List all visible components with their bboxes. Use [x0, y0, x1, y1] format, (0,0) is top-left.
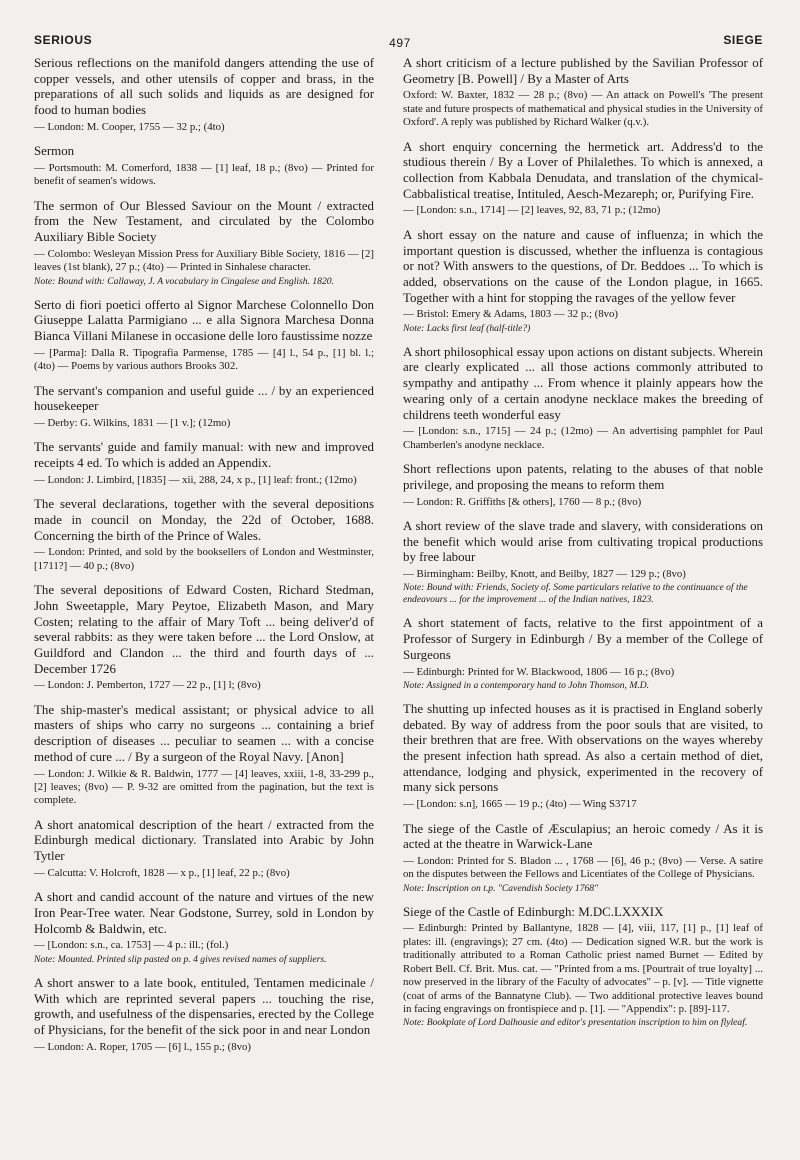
- entry-title: A short anatomical description of the heart / extracted from the Edinburgh medical dictionary. Translated into Arabic by John Tytler: [34, 817, 374, 864]
- entry-imprint: — London: A. Roper, 1705 — [6] l., 155 p.; (8vo): [34, 1040, 251, 1053]
- entry-title: A short criticism of a lecture published by the Savilian Professor of Geometry [B. Powell] / By a Master of Arts: [403, 56, 763, 86]
- entry-title: The several depositions of Edward Costen, Richard Stedman, John Sweetapple, Mary Peytoe, Elizabeth Mason, and Mary Costen; relating to the affair of Mary Toft ... being deliver'd of several rabbits: as they were taken before ... the Lord Onslow, at Guildford and Clandon ... the third and fourth days of ... December 1726: [34, 583, 374, 676]
- entry-note: Note: Bound with: Callaway, J. A vocabulary in Cingalese and English. 1820.: [34, 275, 334, 287]
- entry-imprint: — Birmingham: Beilby, Knott, and Beilby, 1827 — 129 p.; (8vo): [403, 568, 686, 581]
- entry-imprint: — Edinburgh: Printed by Ballantyne, 1828 — [4], viii, 117, [1] p., [1] leaf of plates: ill. (engravings); 27 cm. (4to) — Dedication signed W.R. but the work is traditionally attributed to a Roman Catholic priest named Burnet — Edited by Robert Bell. Cf. Brit. Mus. cat. — "Printed from a ms. [Pourtrait of true loyalty] ... now preserved in the library of the Faculty of advocates" – p. [v]. — Title vignette (coat of arms of the Bannatyne Club). — Two additional protective leaves bound in facing engravings on frontispiece and p. [1]. — "Appendix": p. [89]-117.: [403, 922, 763, 1015]
- entry-title: The ship-master's medical assistant; or physical advice to all masters of ships who carry no surgeons ... containing a brief description of diseases ... peculiar to seamen ... with a concise method of cure ... / By a surgeon of the Royal Navy. [Anon]: [34, 702, 374, 764]
- catalogue-entry: [403, 702, 763, 812]
- entry-imprint: — Portsmouth: M. Comerford, 1838 — [1] leaf, 18 p.; (8vo) — Printed for benefit of seamen's widows.: [34, 161, 374, 188]
- page-number: 497: [389, 36, 411, 50]
- catalogue-entry: [34, 976, 374, 1054]
- entry-title: A short statement of facts, relative to the first appointment of a Professor of Surgery in Edinburgh / By a member of the College of Surgeons: [403, 616, 763, 662]
- entry-title: The several declarations, together with the several depositions made in council on Monday, the 22d of October, 1688. Concerning the birth of the Prince of Wales.: [34, 497, 374, 543]
- catalogue-entry: [403, 56, 763, 130]
- entry-imprint: — London: J. Wilkie & R. Baldwin, 1777 — [4] leaves, xxiii, 1-8, 33-299 p., [2] leaves; (8vo) — P. 9-32 are omitted from the pagination, but the text is complete.: [34, 767, 374, 807]
- entry-imprint: — London: Printed for S. Bladon ... , 1768 — [6], 46 p.; (8vo) — Verse. A satire on the disputes between the Fellows and Licentiates of the College of Physicians.: [403, 854, 763, 881]
- entry-title: The servants' guide and family manual: with new and improved receipts 4 ed. To which is added an Appendix.: [34, 440, 374, 471]
- entry-title: A short enquiry concerning the hermetick art. Address'd to the studious therein / By a Lover of Philalethes. To which is annexed, a collection from Kabbala Denudata, and translation of the chymical-Cabbalistical treatise, Intituled, Aesch-Mezareph; or, Purifying Fire.: [403, 139, 763, 201]
- catalogue-entry: [34, 583, 374, 693]
- left-column: [34, 56, 374, 1054]
- entry-imprint: — Derby: G. Wilkins, 1831 — [1 v.]; (12mo): [34, 416, 231, 429]
- entry-note: Note: Lacks first leaf (half-title?): [403, 322, 531, 334]
- catalogue-entry: [34, 384, 374, 431]
- catalogue-entry: [34, 890, 374, 966]
- entry-title: A short philosophical essay upon actions on distant subjects. Wherein are clearly explicated ... all those actions commonly attributed to sympathy and antipathy ... From whence it plainly appears how the wearing only of a certain anodyne necklace makes the breeding of childrens teeth wonderful easy: [403, 344, 763, 422]
- catalogue-entry: [34, 703, 374, 808]
- right-column: [403, 56, 763, 1029]
- entry-imprint: — London: M. Cooper, 1755 — 32 p.; (4to): [34, 120, 225, 133]
- running-head-left: SERIOUS: [34, 33, 93, 47]
- catalogue-entry: [34, 144, 374, 189]
- entry-note: Note: Mounted. Printed slip pasted on p. 4 gives revised names of suppliers.: [34, 953, 327, 965]
- entry-title: The shutting up infected houses as it is practised in England soberly debated. By way of address from the poor souls that are visited, to their brethren that are free. With observations on the wayes whereby the present infection hath spread. As also a certain method of diet, attendance, lodging and physick, experimented in the recovery of many sick persons: [403, 701, 763, 795]
- entry-title: The sermon of Our Blessed Saviour on the Mount / extracted from the New Testament, and circulated by the Colombo Auxiliary Bible Society: [34, 198, 374, 245]
- catalogue-entry: [34, 56, 374, 134]
- entry-imprint: Oxford: W. Baxter, 1832 — 28 p.; (8vo) — An attack on Powell's 'The present state and future prospects of mathematical and physical studies in the University of Oxford'. A reply was published by Richard Walker (q.v.).: [403, 89, 763, 129]
- entry-imprint: — London: Printed, and sold by the booksellers of London and Westminster, [1711?] — 40 p.; (8vo): [34, 546, 374, 572]
- catalogue-entry: [403, 462, 763, 509]
- catalogue-entry: [403, 519, 763, 607]
- catalogue-entry: [34, 298, 374, 374]
- entry-imprint: — [London: s.n., 1714] — [2] leaves, 92, 83, 71 p.; (12mo): [403, 204, 661, 217]
- catalogue-entry: [403, 228, 763, 335]
- entry-title: A short essay on the nature and cause of influenza; in which the important question is discussed, whether the influenza is contagious or not? With answers to the questions, of Dr. Beddoes ... To which is added, observations on the cause of the London plague, in 1665. Together with a hint for stopping the ravages of the yellow fever: [403, 227, 763, 305]
- entry-imprint: — Calcutta: V. Holcroft, 1828 — x p., [1] leaf, 22 p.; (8vo): [34, 866, 290, 879]
- entry-note: Note: Inscription on t.p. "Cavendish Society 1768": [403, 882, 599, 894]
- entry-note: Note: Bound with: Friends, Society of. Some particulars relative to the continuance of the endeavours ... for the improvement ... of the Indian natives, 1823.: [403, 582, 748, 606]
- entry-note: Note: Bookplate of Lord Dalhousie and editor's presentation inscription to him on flyleaf.: [403, 1017, 748, 1029]
- entry-title: Siege of the Castle of Edinburgh: M.DC.LXXXIX: [403, 904, 664, 919]
- entry-imprint: — [London: s.n., ca. 1753] — 4 p.: ill.; (fol.): [34, 939, 229, 952]
- entry-imprint: — London: J. Pemberton, 1727 — 22 p., [1] l; (8vo): [34, 679, 261, 692]
- entry-title: Short reflections upon patents, relating to the abuses of that noble privilege, and proposing the means to reform them: [403, 462, 763, 492]
- catalogue-entry: [34, 497, 374, 573]
- catalogue-entry: [34, 818, 374, 881]
- catalogue-entry: [403, 616, 763, 692]
- entry-title: A short review of the slave trade and slavery, with considerations on the benefit which would arise from cultivating tropical productions by free labour: [403, 518, 763, 565]
- running-head-right: SIEGE: [723, 33, 763, 47]
- entry-imprint: — Colombo: Wesleyan Mission Press for Auxiliary Bible Society, 1816 — [2] leaves (1st blank), 27 p.; (4to) — Printed in Sinhalese character.: [34, 247, 374, 274]
- catalogue-entry: [403, 140, 763, 218]
- entry-imprint: — London: J. Limbird, [1835] — xii, 288, 24, x p., [1] leaf: front.; (12mo): [34, 473, 357, 486]
- entry-title: Sermon: [34, 144, 75, 159]
- entry-title: A short and candid account of the nature and virtues of the new Iron Pear-Tree water. Near Godstone, Surrey, sold in London by Holcomb & Baldwin, etc.: [34, 890, 374, 936]
- catalogue-entry: [34, 440, 374, 487]
- entry-title: Serto di fiori poetici offerto al Signor Marchese Colonnello Don Giuseppe Lalatta Parmigiano ... e alla Signora Marchesa Donna Bianca Villani Milanese in occasione delle loro faustissime nozze: [34, 297, 374, 344]
- entry-imprint: — Edinburgh: Printed for W. Blackwood, 1806 — 16 p.; (8vo): [403, 665, 675, 678]
- catalogue-entry: [403, 905, 763, 1030]
- entry-title: The servant's companion and useful guide ... / by an experienced housekeeper: [34, 383, 374, 414]
- catalogue-entry: [403, 822, 763, 895]
- entry-imprint: — [London: s.n], 1665 — 19 p.; (4to) — Wing S3717: [403, 798, 637, 811]
- entry-title: Serious reflections on the manifold dangers attending the use of copper vessels, and other utensils of copper and brass, in the preparations of all such solids and liquids as are designed for food to human bodies: [34, 56, 374, 118]
- entry-note: Note: Assigned in a contemporary hand to John Thomson, M.D.: [403, 679, 650, 691]
- catalogue-entry: [403, 345, 763, 452]
- entry-title: The siege of the Castle of Æsculapius; an heroic comedy / As it is acted at the theatre in Warwick-Lane: [403, 821, 763, 852]
- entry-title: A short answer to a late book, entituled, Tentamen medicinale / With which are reprinted several papers ... touching the rise, growth, and usefulness of the dispensaries, erected by the College of Physicians, for the benefit of the sick poor in and near London: [34, 975, 374, 1037]
- catalogue-entry: [34, 199, 374, 288]
- entry-imprint: — [Parma]: Dalla R. Tipografia Parmense, 1785 — [4] l., 54 p., [1] bl. l.; (4to) — Poems by various authors Brooks 302.: [34, 346, 374, 373]
- entry-imprint: — Bristol: Emery & Adams, 1803 — 32 p.; (8vo): [403, 308, 619, 321]
- entry-imprint: — [London: s.n., 1715] — 24 p.; (12mo) — An advertising pamphlet for Paul Chamberlen's anodyne necklace.: [403, 425, 763, 451]
- entry-imprint: — London: R. Griffiths [& others], 1760 — 8 p.; (8vo): [403, 495, 642, 508]
